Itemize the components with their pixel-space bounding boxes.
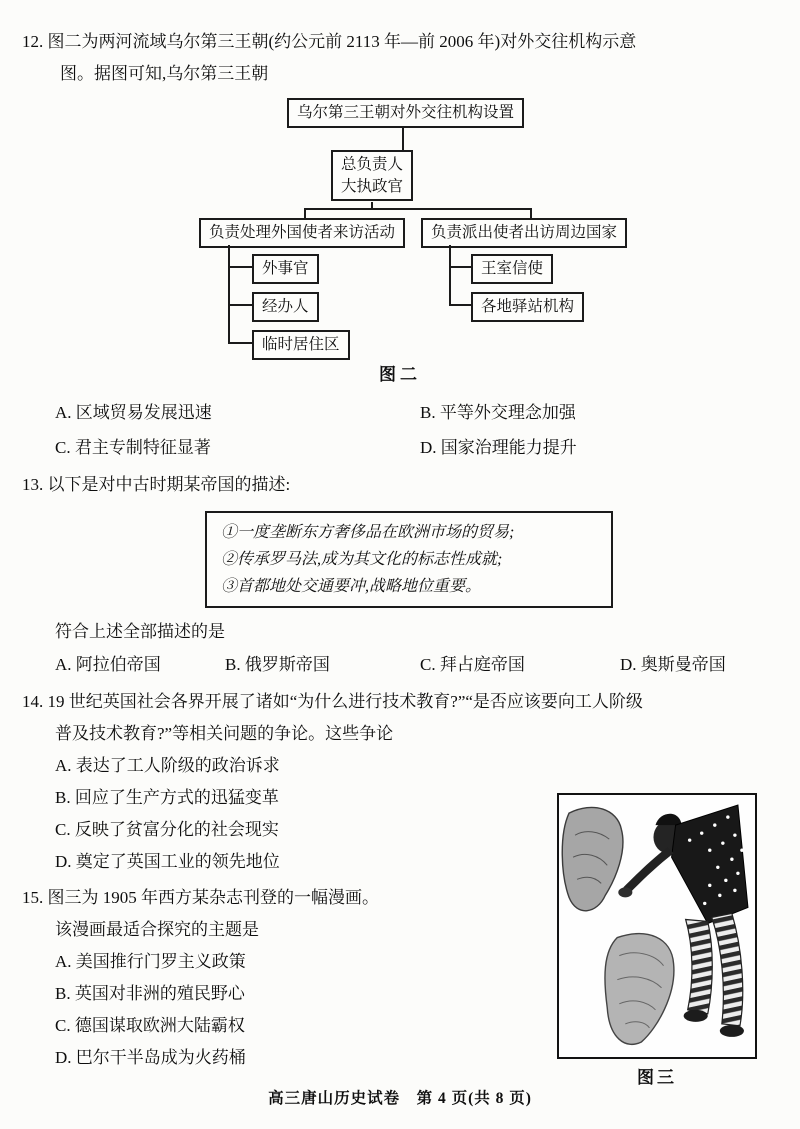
q15-option-b: B. 英国对非洲的殖民野心 <box>55 984 245 1003</box>
question-14-stem-line1: 14. 19 世纪英国社会各界开展了诸如“为什么进行技术教育?”“是否应该要向工人阶级 <box>22 692 643 711</box>
connector-line <box>228 304 252 306</box>
q14-option-a: A. 表达了工人阶级的政治诉求 <box>55 756 280 775</box>
connector-line <box>304 208 306 218</box>
q12-option-c: C. 君主专制特征显著 <box>55 438 211 457</box>
question-13-prompt: 符合上述全部描述的是 <box>55 622 225 641</box>
q14-option-c: C. 反映了贫富分化的社会现实 <box>55 820 279 839</box>
chart-head-line2: 大执政官 <box>341 177 404 195</box>
chart-root-box: 乌尔第三王朝对外交往机构设置 <box>287 98 524 128</box>
connector-line <box>402 126 404 150</box>
connector-line <box>228 266 252 268</box>
figure-3-cartoon <box>557 793 757 1059</box>
q13-option-c: C. 拜占庭帝国 <box>420 655 525 674</box>
question-12-stem-line1: 12. 图二为两河流域乌尔第三王朝(约公元前 2113 年—前 2006 年)对外交往机构示意 <box>22 32 637 51</box>
connector-line <box>304 208 532 210</box>
chart-left-child-box: 临时居住区 <box>252 330 350 360</box>
chart-right-child-box: 各地驿站机构 <box>471 292 584 322</box>
question-12-options <box>0 400 800 461</box>
connector-line <box>449 304 471 306</box>
figure-3-caption: 图三 <box>637 1068 677 1087</box>
q15-option-c: C. 德国谋取欧洲大陆霸权 <box>55 1016 245 1035</box>
connector-line <box>449 266 471 268</box>
chart-right-child-box: 王室信使 <box>471 254 553 284</box>
q13-option-d: D. 奥斯曼帝国 <box>620 655 726 674</box>
q15-option-d: D. 巴尔干半岛成为火药桶 <box>55 1048 246 1067</box>
connector-line <box>449 245 451 305</box>
question-15-stem-line1: 15. 图三为 1905 年西方某杂志刊登的一幅漫画。 <box>22 888 379 907</box>
question-12-stem-line2: 图。据图可知,乌尔第三王朝 <box>60 64 269 83</box>
question-13-options <box>0 652 800 678</box>
chart-branch-right-box: 负责派出使者出访周边国家 <box>421 218 627 248</box>
figure-2-caption: 图二 <box>379 365 421 384</box>
q14-option-d: D. 奠定了英国工业的领先地位 <box>55 852 280 871</box>
question-15-stem-line2: 该漫画最适合探究的主题是 <box>55 920 259 939</box>
q13-option-a: A. 阿拉伯帝国 <box>55 655 161 674</box>
chart-head-line1: 总负责人 <box>341 156 404 173</box>
chart-left-child-box: 经办人 <box>252 292 319 322</box>
q12-option-a: A. 区域贸易发展迅速 <box>55 403 212 422</box>
connector-line <box>530 208 532 218</box>
q12-option-d: D. 国家治理能力提升 <box>420 438 577 457</box>
connector-line <box>228 342 252 344</box>
chart-left-child-box: 外事官 <box>252 254 319 284</box>
q12-option-b: B. 平等外交理念加强 <box>420 403 576 422</box>
q15-option-a: A. 美国推行门罗主义政策 <box>55 952 246 971</box>
description-line-2: ②传承罗马法,成为其文化的标志性成就; <box>221 551 503 568</box>
description-line-1: ①一度垄断东方奢侈品在欧洲市场的贸易; <box>221 524 515 541</box>
q13-option-b: B. 俄罗斯帝国 <box>225 655 330 674</box>
q14-option-b: B. 回应了生产方式的迅猛变革 <box>55 788 279 807</box>
connector-line <box>228 245 230 343</box>
chart-head-box <box>331 150 413 201</box>
page-footer: 高三唐山历史试卷 第 4 页(共 8 页) <box>268 1090 532 1107</box>
chart-branch-left-box: 负责处理外国使者来访活动 <box>199 218 405 248</box>
question-14-stem-line2: 普及技术教育?”等相关问题的争论。这些争论 <box>55 724 394 743</box>
question-13-description-box <box>205 511 613 608</box>
figure-2-flowchart <box>0 94 800 394</box>
description-line-3: ③首都地处交通要冲,战略地位重要。 <box>221 578 482 595</box>
question-13-stem: 13. 以下是对中古时期某帝国的描述: <box>22 475 291 494</box>
cartoon-illustration <box>559 795 755 1057</box>
